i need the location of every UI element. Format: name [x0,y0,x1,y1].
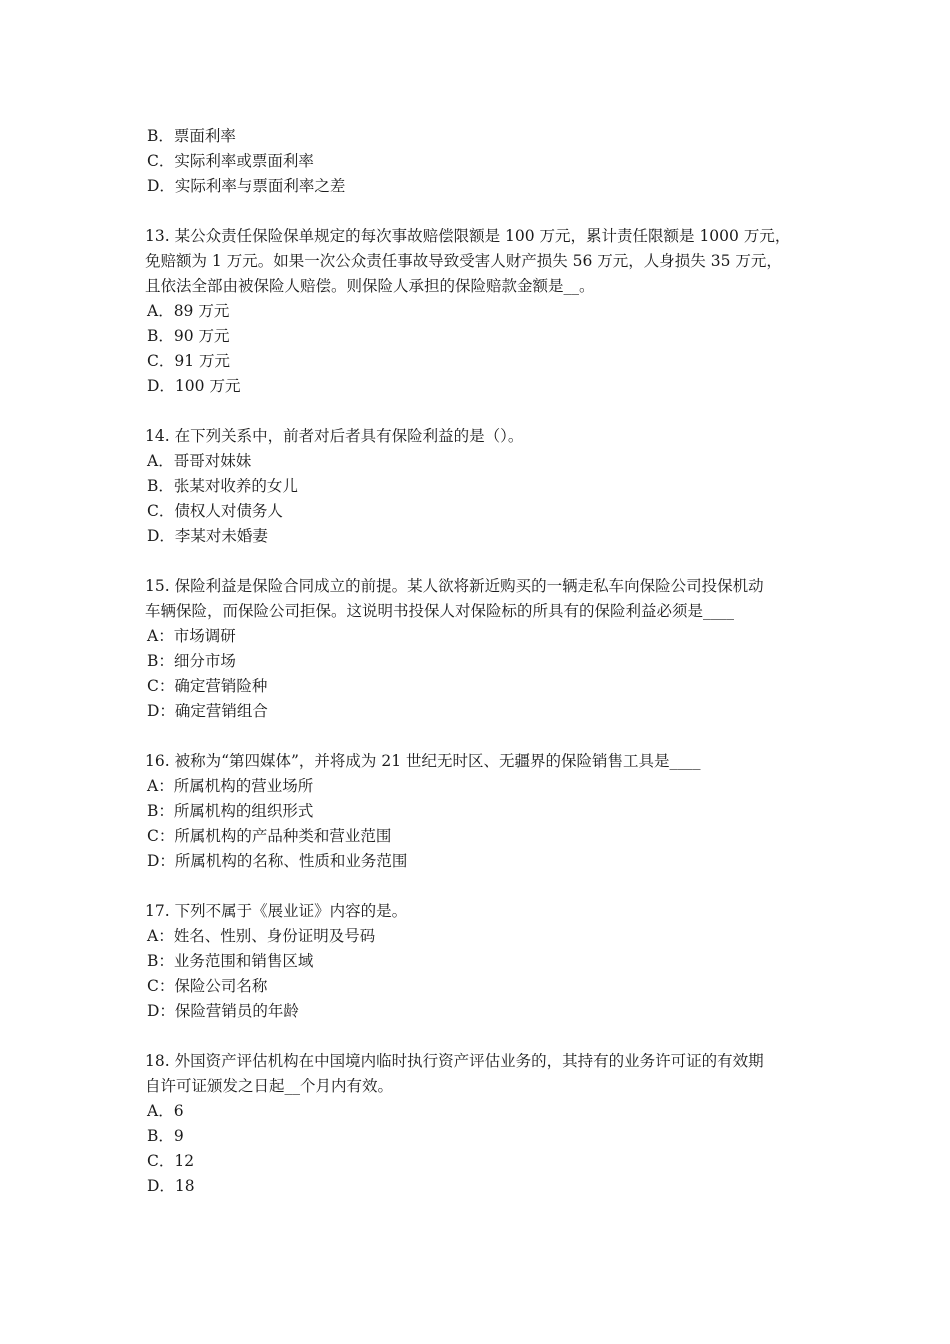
option-line: A：所属机构的营业场所 [147,777,314,795]
option-line: D．李某对未婚妻 [147,527,268,545]
option-line: B．票面利率 [147,127,236,145]
question-15 [145,574,825,724]
stem-line: 16. 被称为“第四媒体”，并将成为 21 世纪无时区、无疆界的保险销售工具是____ [145,752,701,770]
option-line: C．债权人对债务人 [147,502,283,520]
question-stem [145,749,825,774]
question-16 [145,749,825,874]
option-line: C：所属机构的产品种类和营业范围 [147,827,392,845]
question-17 [145,899,825,1024]
stem-line: 18. 外国资产评估机构在中国境内临时执行资产评估业务的，其持有的业务许可证的有效期 [145,1052,764,1070]
option-line: B：所属机构的组织形式 [147,802,314,820]
question-13 [145,224,825,399]
stem-line: 14. 在下列关系中，前者对后者具有保险利益的是（）。 [145,427,524,445]
option-line: A．6 [147,1102,184,1120]
stem-line: 17. 下列不属于《展业证》内容的是。 [145,902,408,920]
option-line: A．89 万元 [147,302,230,320]
option-line: A：姓名、性别、身份证明及号码 [147,927,376,945]
option-line: D：确定营销组合 [147,702,268,720]
question-stem [145,899,825,924]
option-line: C．实际利率或票面利率 [147,152,314,170]
previous-question-options [145,124,825,199]
question-18 [145,1049,825,1199]
option-line: D．实际利率与票面利率之差 [147,177,346,195]
stem-line: 且依法全部由被保险人赔偿。则保险人承担的保险赔款金额是__。 [145,277,595,295]
stem-line: 车辆保险，而保险公司拒保。这说明书投保人对保险标的所具有的保险利益必须是____ [145,602,735,620]
option-line: D．18 [147,1177,195,1195]
option-line: A：市场调研 [147,627,236,645]
option-line: B．9 [147,1127,184,1145]
option-line: D．100 万元 [147,377,241,395]
stem-line: 免赔额为 1 万元。如果一次公众责任事故导致受害人财产损失 56 万元，人身损失 35 万元， [145,252,782,270]
document-page [145,124,825,1199]
option-line: D：所属机构的名称、性质和业务范围 [147,852,408,870]
question-14 [145,424,825,549]
question-stem [145,574,825,624]
option-line: C：保险公司名称 [147,977,268,995]
option-line: A．哥哥对妹妹 [147,452,252,470]
question-stem [145,424,825,449]
option-line: D：保险营销员的年龄 [147,1002,299,1020]
stem-line: 13. 某公众责任保险保单规定的每次事故赔偿限额是 100 万元，累计责任限额是 1000 万元， [145,227,791,245]
option-line: B．张某对收养的女儿 [147,477,298,495]
question-stem [145,224,825,299]
option-line: B：细分市场 [147,652,236,670]
option-line: B：业务范围和销售区域 [147,952,314,970]
stem-line: 自许可证颁发之日起__个月内有效。 [145,1077,394,1095]
option-line: C．12 [147,1152,195,1170]
stem-line: 15. 保险利益是保险合同成立的前提。某人欲将新近购买的一辆走私车向保险公司投保机动 [145,577,764,595]
question-stem [145,1049,825,1099]
option-line: C：确定营销险种 [147,677,268,695]
option-line: B．90 万元 [147,327,230,345]
option-line: C．91 万元 [147,352,231,370]
